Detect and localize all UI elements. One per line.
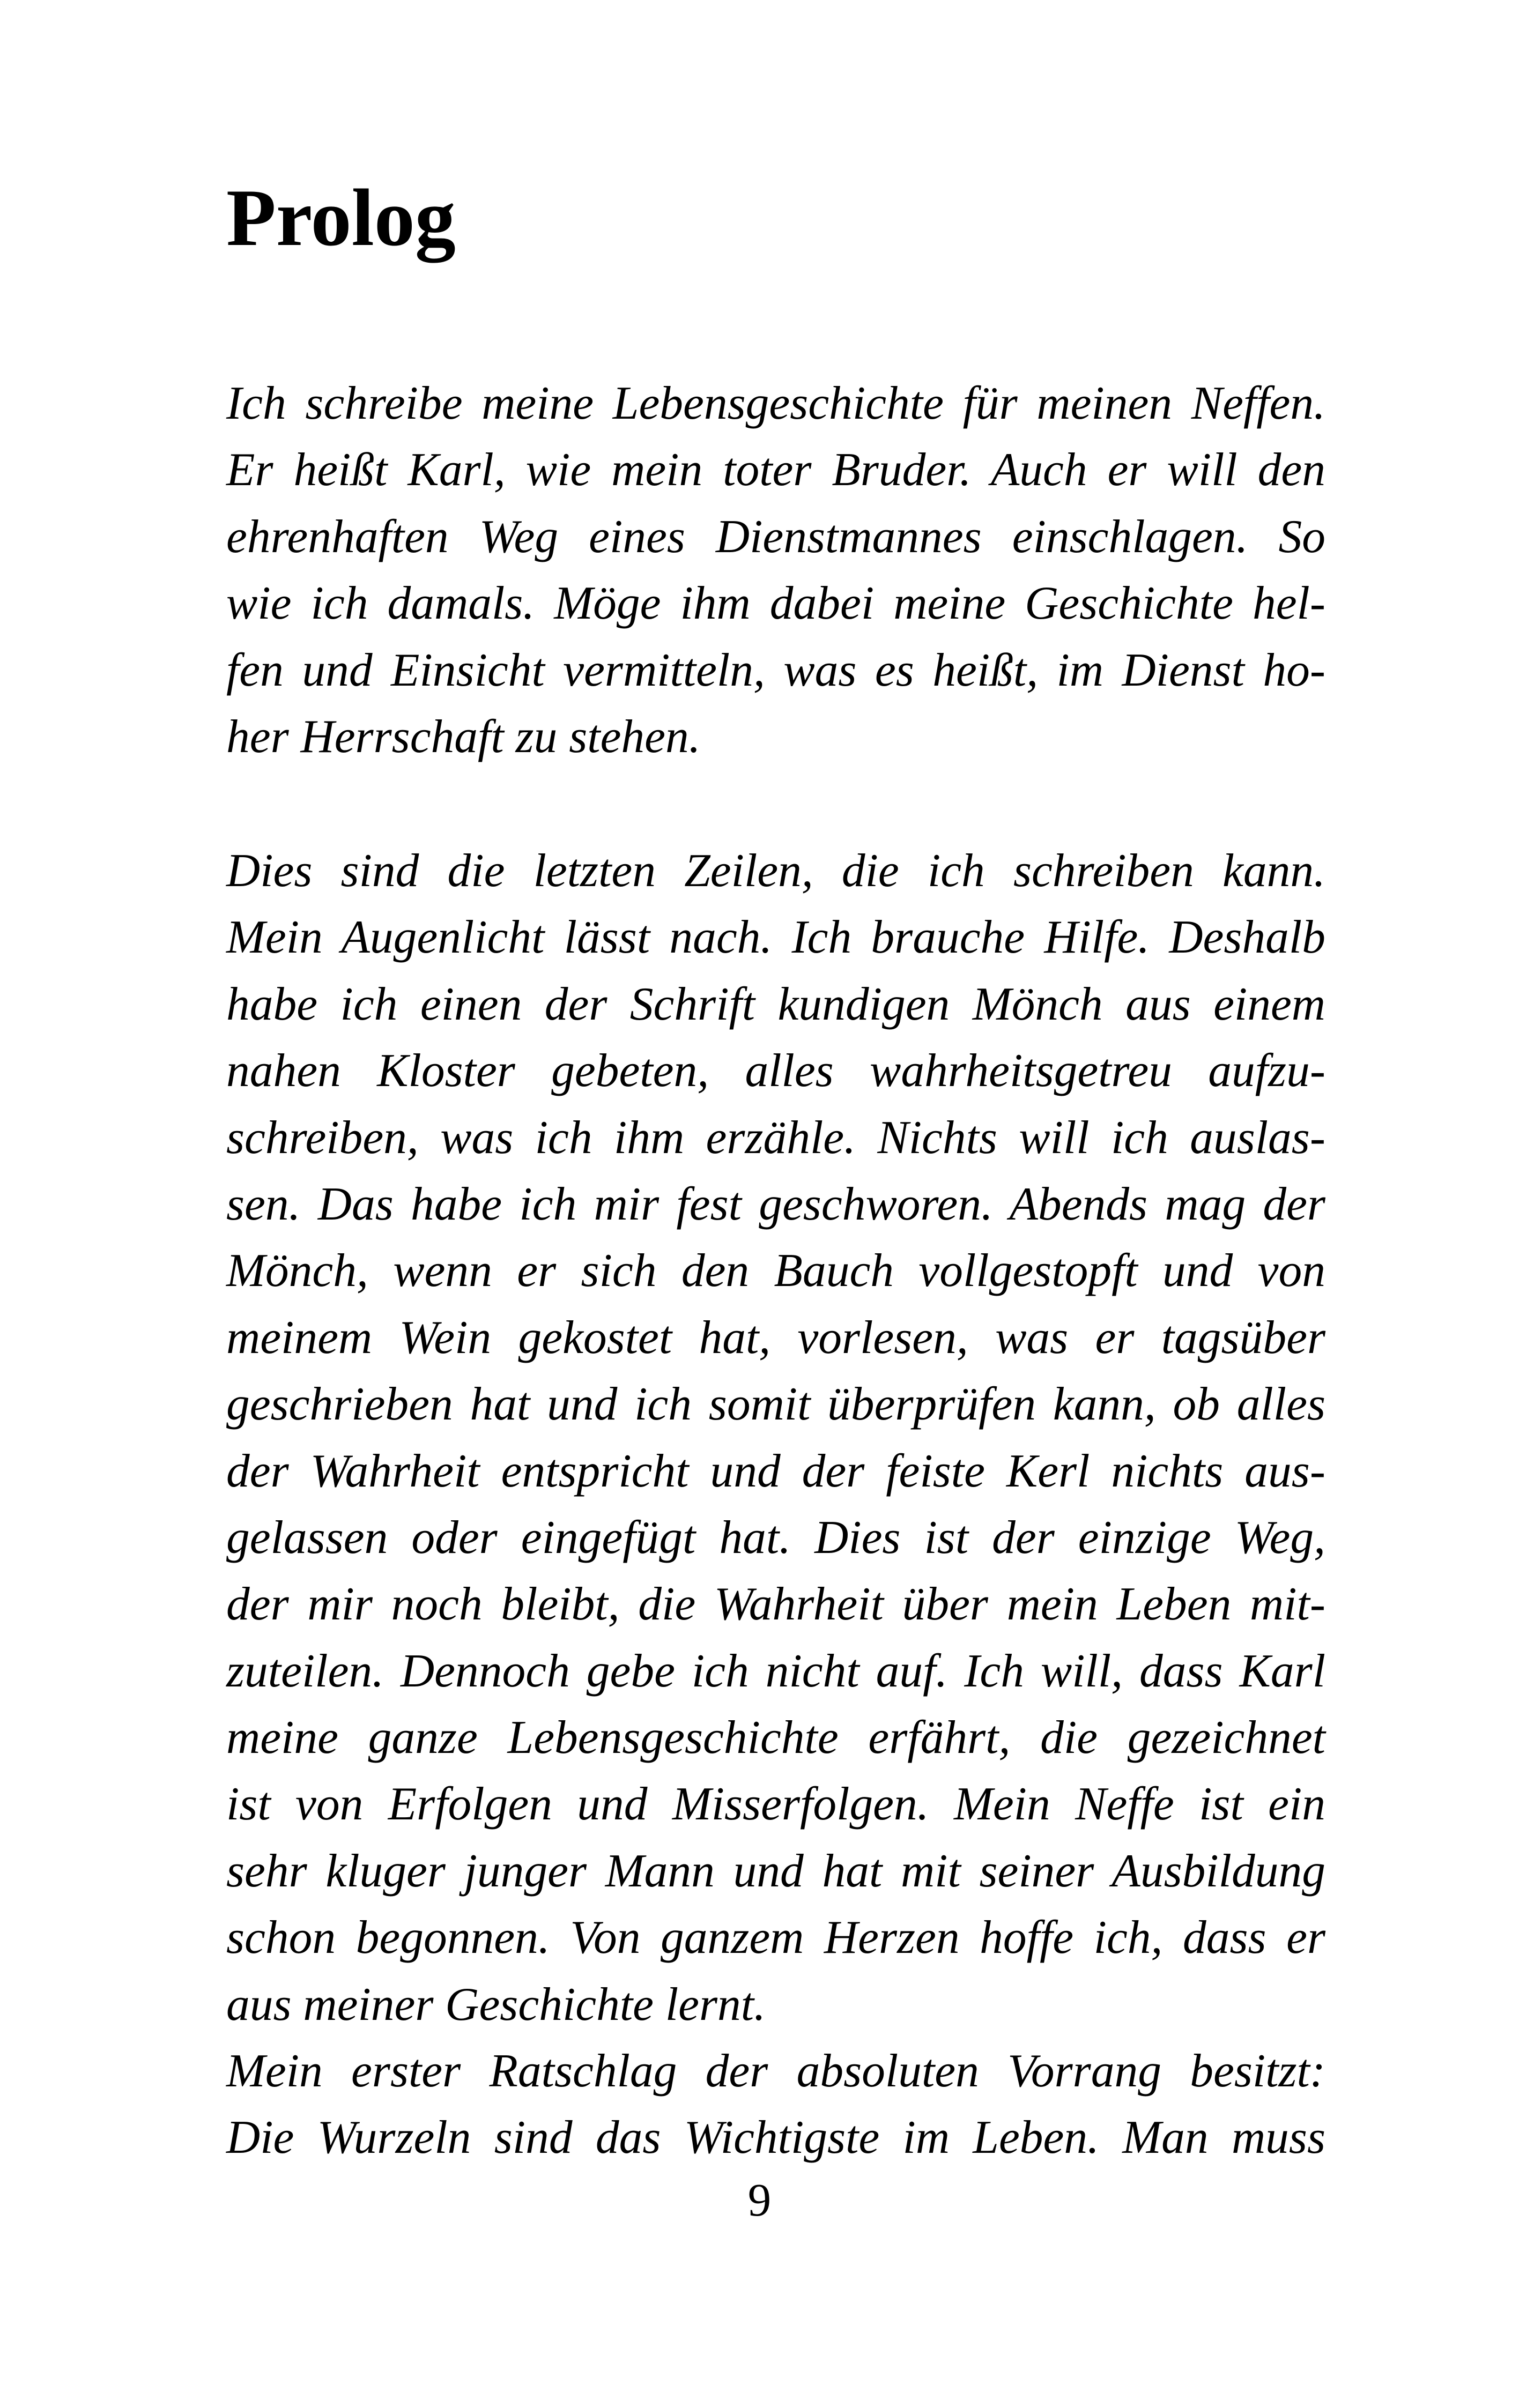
text-line: Er heißt Karl, wie mein toter Bruder. Auch er will den [226, 443, 1325, 496]
text-line: fen und Einsicht vermitteln, was es heißt, im Dienst ho- [226, 643, 1325, 696]
text-line: ist von Erfolgen und Misserfolgen. Mein Neffe ist ein [226, 1778, 1325, 1830]
chapter-title: Prolog [226, 173, 456, 263]
text-line: geschrieben hat und ich somit überprüfen kann, ob alles [226, 1378, 1325, 1430]
text-line: aus meiner Geschichte lernt. [226, 1978, 766, 2030]
paragraph-2 [226, 837, 1325, 2171]
text-line: der Wahrheit entspricht und der feiste Kerl nichts aus- [226, 1444, 1325, 1497]
text-line: der mir noch bleibt, die Wahrheit über mein Leben mit- [226, 1578, 1325, 1630]
paragraph-1 [226, 370, 1325, 770]
text-line: schreiben, was ich ihm erzähle. Nichts will ich auslas- [226, 1111, 1325, 1163]
text-line: zuteilen. Dennoch gebe ich nicht auf. Ich will, dass Karl [226, 1644, 1325, 1697]
text-line: gelassen oder eingefügt hat. Dies ist der einzige Weg, [226, 1511, 1325, 1563]
text-line: schon begonnen. Von ganzem Herzen hoffe ich, dass er [226, 1911, 1325, 1964]
text-line: Dies sind die letzten Zeilen, die ich schreiben kann. [226, 844, 1325, 896]
text-line: ehrenhaften Weg eines Dienstmannes einschlagen. So [226, 510, 1325, 562]
text-line: sen. Das habe ich mir fest geschworen. Abends mag der [226, 1177, 1325, 1230]
text-line: Mein erster Ratschlag der absoluten Vorrang besitzt: [226, 2045, 1325, 2097]
text-line: meinem Wein gekostet hat, vorlesen, was er tagsüber [226, 1311, 1325, 1363]
text-line: Mein Augenlicht lässt nach. Ich brauche Hilfe. Deshalb [226, 911, 1325, 963]
text-line: Die Wurzeln sind das Wichtigste im Leben. Man muss [226, 2111, 1325, 2164]
text-line: Mönch, wenn er sich den Bauch vollgestopft und von [226, 1244, 1325, 1297]
text-line: her Herrschaft zu stehen. [226, 710, 701, 762]
page-number: 9 [747, 2174, 772, 2226]
text-line: habe ich einen der Schrift kundigen Mönch aus einem [226, 977, 1325, 1030]
text-line: wie ich damals. Möge ihm dabei meine Geschichte hel- [226, 577, 1325, 629]
text-line: Ich schreibe meine Lebensgeschichte für meinen Neffen. [226, 377, 1325, 429]
text-line: meine ganze Lebensgeschichte erfährt, die gezeichnet [226, 1711, 1325, 1764]
text-line: nahen Kloster gebeten, alles wahrheitsgetreu aufzu- [226, 1044, 1325, 1097]
text-line: sehr kluger junger Mann und hat mit seiner Ausbildung [226, 1844, 1325, 1897]
